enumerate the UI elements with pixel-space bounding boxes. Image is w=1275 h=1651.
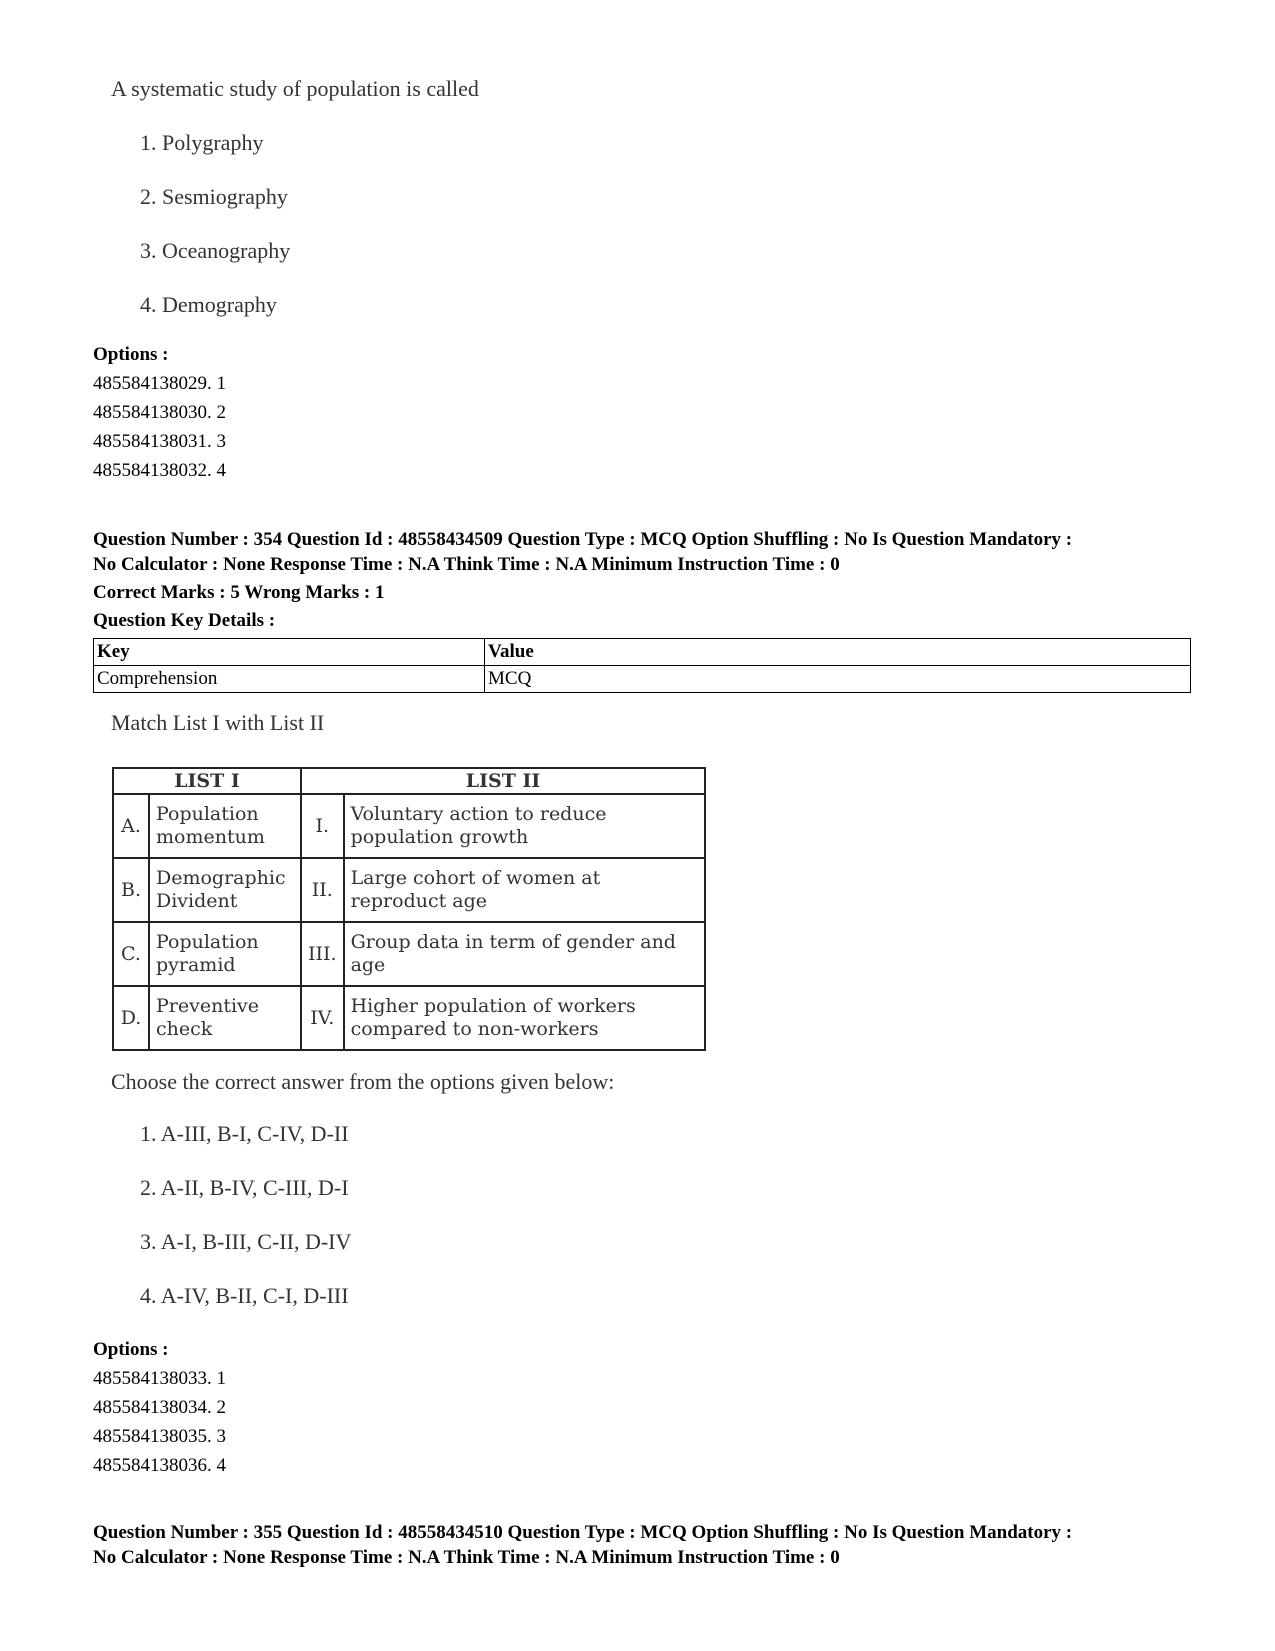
question-355-meta xyxy=(93,1520,1203,1570)
question-353-stem: A systematic study of population is called xyxy=(111,76,479,101)
question-354-choices xyxy=(140,1121,351,1337)
list1-text: Population pyramid xyxy=(149,922,301,986)
meta-line: No Calculator : None Response Time : N.A Think Time : N.A Minimum Instruction Time : 0 xyxy=(93,1547,840,1568)
list2-label: I. xyxy=(301,794,344,858)
key-header: Key xyxy=(94,639,485,666)
list2-text: Group data in term of gender and age xyxy=(344,922,705,986)
list1-label: A. xyxy=(113,794,149,858)
match-row xyxy=(113,986,705,1050)
choice-item: 1. A-III, B-I, C-IV, D-II xyxy=(140,1121,349,1146)
list2-title: LIST II xyxy=(301,768,705,794)
list1-label: B. xyxy=(113,858,149,922)
key-cell: Comprehension xyxy=(94,666,485,693)
list1-label: C. xyxy=(113,922,149,986)
list1-label: D. xyxy=(113,986,149,1050)
match-row xyxy=(113,858,705,922)
option-item: 485584138032. 4 xyxy=(93,460,226,481)
list2-label: III. xyxy=(301,922,344,986)
choice-item: 2. Sesmiography xyxy=(140,184,288,209)
key-table-row xyxy=(94,666,1191,693)
question-353-options xyxy=(93,340,226,485)
question-353-choices xyxy=(140,130,290,346)
match-list-table xyxy=(112,767,706,1051)
value-header: Value xyxy=(485,639,1191,666)
question-354-stem: Match List I with List II xyxy=(111,710,325,735)
list2-label: II. xyxy=(301,858,344,922)
list2-text: Large cohort of women at reproduct age xyxy=(344,858,705,922)
choice-item: 1. Polygraphy xyxy=(140,130,264,155)
list1-text: Preventive check xyxy=(149,986,301,1050)
meta-line: Question Number : 354 Question Id : 48558434509 Question Type : MCQ Option Shuffling : No Is Question Mandatory : xyxy=(93,529,1073,550)
option-item: 485584138031. 3 xyxy=(93,431,226,452)
list2-text: Voluntary action to reduce population growth xyxy=(344,794,705,858)
question-key-table xyxy=(93,638,1191,693)
list2-text: Higher population of workers compared to non-workers xyxy=(344,986,705,1050)
choice-item: 3. A-I, B-III, C-II, D-IV xyxy=(140,1229,352,1254)
marks-line: Correct Marks : 5 Wrong Marks : 1 xyxy=(93,582,385,603)
choice-item: 4. Demography xyxy=(140,292,277,317)
option-item: 485584138029. 1 xyxy=(93,373,226,394)
meta-line: Question Number : 355 Question Id : 48558434510 Question Type : MCQ Option Shuffling : No Is Question Mandatory : xyxy=(93,1522,1073,1543)
key-table-header-row xyxy=(94,639,1191,666)
options-title: Options : xyxy=(93,1339,169,1360)
list1-text: Population momentum xyxy=(149,794,301,858)
question-354-meta xyxy=(93,527,1203,633)
match-table-header xyxy=(113,768,705,794)
list1-text: Demographic Divident xyxy=(149,858,301,922)
options-title: Options : xyxy=(93,344,169,365)
choice-item: 3. Oceanography xyxy=(140,238,291,263)
option-item: 485584138033. 1 xyxy=(93,1368,226,1389)
match-row xyxy=(113,922,705,986)
question-354-options xyxy=(93,1335,226,1480)
match-row xyxy=(113,794,705,858)
key-details-title: Question Key Details : xyxy=(93,610,276,631)
option-item: 485584138035. 3 xyxy=(93,1426,226,1447)
meta-line: No Calculator : None Response Time : N.A Think Time : N.A Minimum Instruction Time : 0 xyxy=(93,554,840,575)
list2-label: IV. xyxy=(301,986,344,1050)
value-cell: MCQ xyxy=(485,666,1191,693)
choice-item: 2. A-II, B-IV, C-III, D-I xyxy=(140,1175,349,1200)
list1-title: LIST I xyxy=(113,768,301,794)
option-item: 485584138030. 2 xyxy=(93,402,226,423)
choice-item: 4. A-IV, B-II, C-I, D-III xyxy=(140,1283,349,1308)
question-354-instruction: Choose the correct answer from the options given below: xyxy=(111,1069,615,1094)
option-item: 485584138034. 2 xyxy=(93,1397,226,1418)
option-item: 485584138036. 4 xyxy=(93,1455,226,1476)
